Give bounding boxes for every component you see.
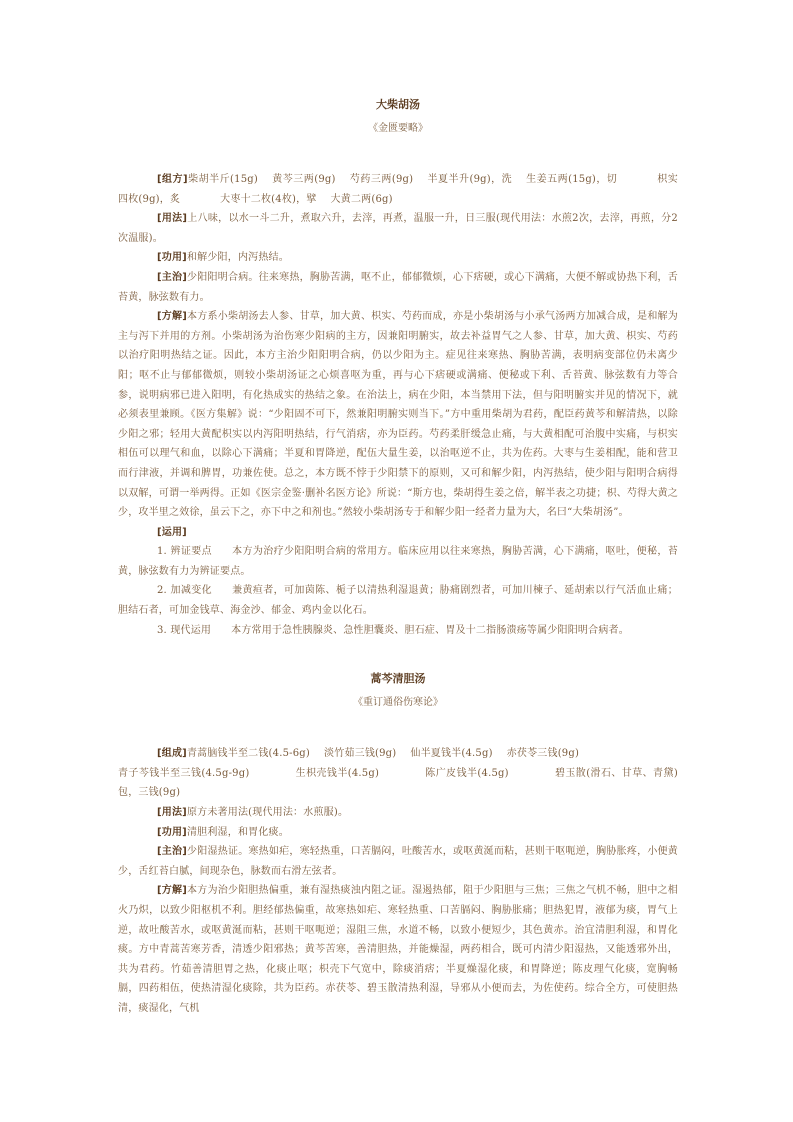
application-item-text: 本方常用于急性胰腺炎、急性胆囊炎、胆石症、胃及十二指肠溃疡等属少阳阳明合病者。 (231, 624, 629, 636)
herb-item: 青子芩钱半至三钱(4.5g-9g) (118, 767, 250, 779)
composition-label: [组成] (157, 748, 187, 760)
composition-paragraph (118, 744, 678, 764)
herb-item: 生姜五两(15g)，切 (526, 174, 618, 185)
indication-text: 少阳阳明合病。往来寒热，胸胁苦满，呕不止，郁郁微烦，心下痞硬，或心下满痛，大便不解或协热下利，舌苔黄，脉弦数有力。 (118, 271, 678, 303)
usage-text: 上八味，以水一斗二升，煮取六升，去滓，再煮，温服一升，日三服(现代用法：水煎2次，去滓，再煎，分2次温服)。 (118, 213, 678, 244)
analysis-paragraph (118, 881, 678, 1018)
usage-paragraph (118, 209, 678, 248)
herb-item: 芍药三两(9g) (349, 174, 414, 185)
analysis-text: 本方系小柴胡汤去人参、甘草，加大黄、枳实、芍药而成，亦是小柴胡汤与小承气汤两方加减合成，是和解为主与泻下并用的方剂。小柴胡汤为治伤寒少阳病的主方，因兼阳明腑实，故去补益胃气之人参、甘草，加大黄、枳实、芍药以治疗阳明热结之证。因此，本方主治少阳阳明合病，仍以少阳为主。症见往来寒热、胸胁苦满，表明病变部位仍未离少阳；呕不止与郁郁微烦，则较小柴胡汤证之心烦喜呕为重，再与心下痞硬或满痛、便秘或下利、舌苔黄、脉弦数有力等合参，说明病邪已进入阳明，有化热成实的热结之象。在治法上，病在少阳，本当禁用下法，但与阳明腑实并见的情况下，就必须表里兼顾。《医方集解》说：“少阳固不可下，然兼阳明腑实则当下。”方中重用柴胡为君药，配臣药黄芩和解清热，以除少阳之邪；轻用大黄配枳实以内泻阳明热结，行气消痞，亦为臣药。芍药柔肝缓急止痛，与大黄相配可治腹中实痛，与枳实相伍可以理气和血，以除心下满痛；半夏和胃降逆，配伍大量生姜，以治呕逆不止，共为佐药。大枣与生姜相配，能和营卫而行津液，并调和脾胃，功兼佐使。总之，本方既不悖于少阳禁下的原则，又可和解少阳，内泻热结，使少阳与阳明合病得以双解，可谓一举两得。正如《医宗金鉴·删补名医方论》所说：“斯方也，柴胡得生姜之倍，解半表之功捷；枳、芍得大黄之少，攻半里之效徐，虽云下之，亦下中之和剂也。”然较小柴胡汤专于和解少阳一经者力量为大，名曰“大柴胡汤”。 (118, 311, 678, 519)
function-label: [功用] (157, 826, 187, 838)
application-label: [运用] (157, 526, 187, 538)
herb-item: 青蒿脑钱半至二钱(4.5-6g) (186, 748, 311, 760)
analysis-text: 本方为治少阳胆热偏重，兼有湿热痰浊内阻之证。湿遏热郁，阻于少阳胆与三焦；三焦之气机不畅，胆中之相火乃炽，以致少阳枢机不利。胆经郁热偏重，故寒热如疟、寒轻热重、口苦膈闷、胸胁胀痛；胆热犯胃，液郁为痰，胃气上逆，故吐酸苦水，或呕黄涎而粘，甚则干呕呃逆；湿阻三焦，水道不畅，以致小便短少，其色黄赤。治宜清胆利湿，和胃化痰。方中青蒿苦寒芳香，清透少阳邪热；黄芩苦寒，善清胆热，并能燥湿，两药相合，既可内清少阳湿热，又能透邪外出，共为君药。竹茹善清胆胃之热，化痰止呕；枳壳下气宽中，除痰消痞；半夏燥湿化痰，和胃降逆；陈皮理气化痰，宽胸畅膈，四药相伍，使热清湿化痰除，共为臣药。赤茯苓、碧玉散清热利湿，导邪从小便而去，为佐使药。综合全方，可使胆热清，痰湿化，气机 (118, 885, 678, 1014)
indication-paragraph (118, 842, 678, 881)
herb-item: 枳实四枚(9g)，炙 (118, 174, 678, 205)
indication-text: 少阳湿热证。寒热如疟，寒轻热重，口苦膈闷，吐酸苦水，或呕黄涎而粘，甚则干呕呃逆，胸胁胀疼，小便黄少，舌红苔白腻，间现杂色，脉数而右滑左弦者。 (118, 846, 678, 877)
indication-paragraph (118, 268, 678, 307)
formula-title: 大柴胡汤 (376, 98, 420, 111)
function-label: [功用] (157, 252, 187, 264)
composition-paragraph (118, 170, 678, 209)
analysis-label: [方解] (157, 311, 188, 323)
application-item-heading: 3. 现代运用 (157, 624, 212, 636)
application-heading (118, 523, 678, 543)
application-item (118, 542, 678, 581)
usage-paragraph (118, 803, 678, 823)
analysis-label: [方解] (157, 885, 188, 897)
herb-item: 陈广皮钱半(4.5g) (425, 767, 509, 779)
herb-item: 大枣十二枚(4枚)，擘 (220, 193, 317, 205)
function-text: 和解少阳，内泻热结。 (186, 252, 289, 264)
function-text: 清胆利湿，和胃化痰。 (186, 826, 289, 838)
application-item-text: 本方为治疗少阳阳明合病的常用方。临床应用以往来寒热，胸胁苦满，心下满痛，呕吐，便秘，苔黄，脉弦数有力为辨证要点。 (118, 546, 678, 577)
herb-item: 大黄二两(6g) (330, 193, 393, 205)
herb-item: 赤茯苓三钱(9g) (506, 748, 580, 760)
indication-label: [主治] (157, 846, 188, 858)
formula-title: 蒿芩清胆汤 (370, 672, 426, 686)
herb-item: 生枳壳钱半(4.5g) (295, 767, 380, 779)
usage-text: 原方未著用法(现代用法：水煎服)。 (186, 807, 349, 819)
application-item-text: 兼黄疸者，可加茵陈、栀子以清热利湿退黄；胁痛剧烈者，可加川楝子、延胡索以行气活血止痛；胆结石者，可加金钱草、海金沙、郁金、鸡内金以化石。 (118, 585, 678, 617)
usage-label: [用法] (157, 807, 187, 819)
herb-item: 碧玉散(滑石、甘草、青黛)包，三钱(9g) (118, 767, 679, 799)
application-item (118, 581, 678, 620)
application-item-heading: 1. 辨证要点 (157, 546, 212, 558)
herb-item: 仙半夏钱半(4.5g) (410, 748, 493, 760)
formula-section-haoqinqingdan (118, 670, 678, 1018)
formula-source: 《重订通俗伤寒论》 (353, 697, 443, 709)
composition-label: [组方] (157, 174, 188, 185)
function-paragraph (118, 248, 678, 268)
analysis-paragraph (118, 307, 678, 523)
document-page (118, 96, 678, 1019)
application-item (118, 621, 678, 641)
herb-item: 黄芩三两(9g) (272, 174, 336, 185)
indication-label: [主治] (157, 271, 188, 283)
herb-item: 柴胡半斤(15g) (187, 174, 258, 185)
formula-source: 《金匮要略》 (368, 123, 428, 134)
herb-item: 半夏半升(9g)，洗 (427, 174, 513, 185)
application-item-heading: 2. 加减变化 (157, 585, 212, 597)
usage-label: [用法] (157, 213, 188, 225)
composition-paragraph-continued (118, 764, 678, 803)
formula-section-dachaihu (118, 96, 678, 640)
function-paragraph (118, 823, 678, 843)
herb-item: 淡竹茹三钱(9g) (324, 748, 397, 760)
